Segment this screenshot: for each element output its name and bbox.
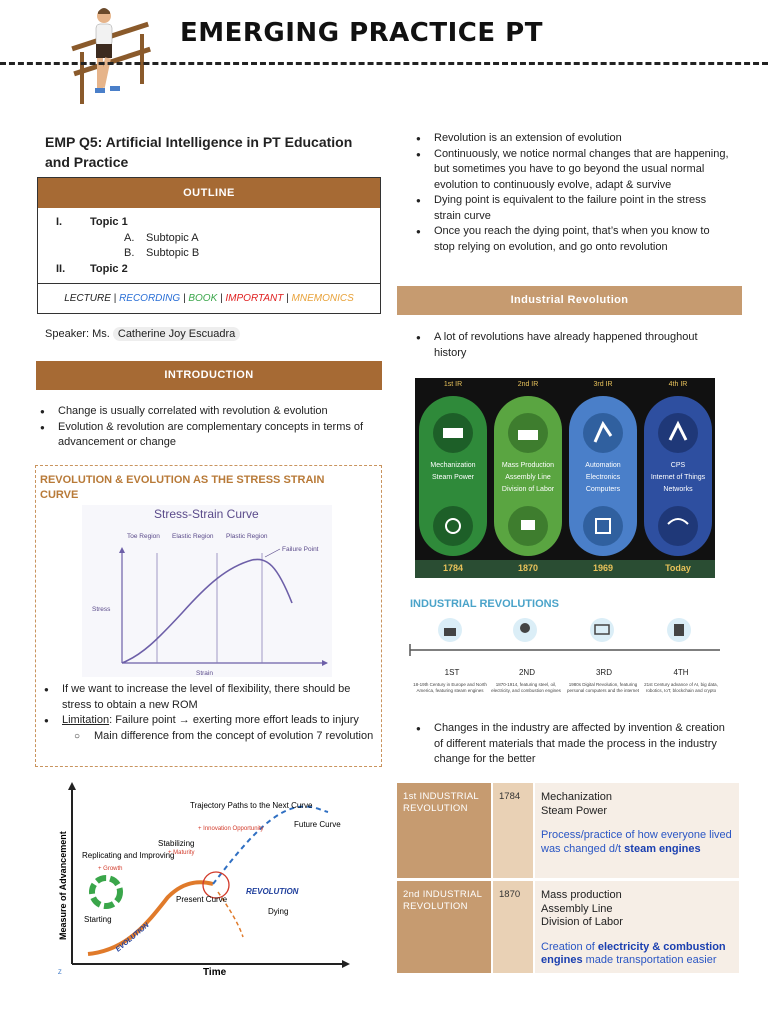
topic-heading [45, 132, 365, 173]
list-item: ● Revolution is an extension of evolution [412, 131, 732, 147]
table-line: Mass production [541, 889, 622, 901]
list-item: ● Dying point is equivalent to the failure point in the stress strain curve [412, 193, 732, 224]
revolutions-table [397, 783, 739, 973]
legend-lecture: LECTURE [64, 293, 111, 304]
diagram-label: Dying [268, 907, 289, 916]
timeline-desc: 21st Century advance of AI, big data, robotics, IoT, blockchain and crypto [644, 682, 718, 693]
ir-card-year: 1870 [517, 563, 539, 573]
stress-strain-chart [82, 505, 332, 677]
timeline-ordinal: 2ND [518, 668, 535, 677]
table-note-bold: steam engines [624, 842, 701, 855]
table-line: Assembly Line [541, 902, 613, 915]
ir-card-year: Today [665, 563, 691, 573]
revolution-bullets [412, 131, 732, 255]
outline-list [38, 208, 380, 284]
outline-item-text: Topic 1 [90, 216, 128, 228]
list-item: ● Continuously, we notice normal changes that are happening, but sometimes you have to go beyond the usual normal evolution to continuously evolve, adapt & survive [412, 147, 732, 194]
timeline-desc: 1870-1914, featuring steel, oil, electricity, and combustion engines [491, 682, 561, 693]
ir-card-head: 3rd IR [593, 381, 613, 388]
list-item: ● Change is usually correlated with revolution & evolution [36, 404, 366, 420]
outline-item-text: Topic 2 [90, 262, 128, 275]
diagram-label: + Maturity [168, 850, 195, 856]
ir-card-line: Mass Production [501, 462, 555, 469]
industry-change-bullets [412, 721, 732, 768]
list-item: ○ Main difference from the concept of evolution 7 revolution [40, 729, 375, 745]
topic-heading-line2: and Practice [45, 154, 129, 171]
ir-card-line: Assembly Line [505, 474, 551, 481]
diagram-label: Future Curve [294, 820, 341, 829]
diagram-label: Starting [84, 915, 112, 924]
diagram-label: + Growth [98, 866, 123, 872]
diagram-label: + Innovation Opportunity [198, 826, 264, 832]
ir-card-line: Internet of Things [650, 474, 706, 481]
outline-item [56, 231, 362, 247]
list-item: ● If we want to increase the level of flexibility, there should be stress to obtain a new ROM [40, 682, 375, 713]
ir-card-head: 2nd IR [517, 381, 539, 388]
list-item: ● Evolution & revolution are complementary concepts in terms of advancement or change [36, 420, 366, 451]
ir-card-head: 1st IR [443, 381, 463, 388]
table-cell-year: 1784 [491, 783, 535, 878]
outline-item [56, 246, 362, 262]
topic-heading-line1: EMP Q5: Artificial Intelligence in PT Education [45, 134, 353, 150]
timeline-ordinal: 1ST [444, 668, 460, 677]
ir-card-text [494, 460, 562, 496]
legend-important: IMPORTANT [225, 293, 284, 304]
region-label: Plastic Region [226, 533, 268, 540]
region-label: Toe Region [127, 533, 160, 540]
list-item: ● Once you reach the dying point, that’s when you know to stop relying on evolution, and go onto revolution [412, 224, 732, 255]
diagram-label: Replicating and Improving [82, 851, 175, 860]
diagram-label: EVOLUTION [114, 921, 151, 954]
region-label: Elastic Region [172, 533, 214, 540]
ir-card-year: 1784 [442, 563, 464, 573]
table-note-text: Process/practice of how everyone lived was changed d/t [541, 829, 732, 855]
outline-item-number: B. [124, 247, 135, 259]
color-legend [38, 284, 380, 313]
table-note-text: Creation of [541, 940, 598, 953]
parallel-bars-illustration [62, 4, 162, 114]
table-cell-label: 1st INDUSTRIAL REVOLUTION [397, 783, 491, 878]
table-line: Mechanization [541, 791, 612, 803]
ir-card-text [644, 460, 712, 496]
section-title: REVOLUTION & EVOLUTION AS THE STRESS STRAIN CURVE [40, 474, 325, 501]
table-cell-year: 1870 [491, 881, 535, 973]
y-axis-label: Stress [92, 606, 111, 613]
table-note [541, 829, 733, 856]
ir-card-line: Automation [585, 462, 621, 469]
timeline-title: INDUSTRIAL REVOLUTIONS [410, 598, 559, 610]
table-cell-label: 2nd INDUSTRIAL REVOLUTION [397, 881, 491, 973]
outline-item-text: Subtopic B [146, 247, 200, 259]
timeline-desc: 18-19th Century in Europe and North America, featuring steam engines [413, 682, 487, 693]
industrial-timeline [408, 598, 723, 708]
x-axis-label: Time [203, 967, 227, 977]
table-note [541, 941, 733, 968]
chart-title: Stress-Strain Curve [154, 507, 259, 521]
legend-separator: | [180, 293, 189, 304]
ir-card-line: Steam Power [431, 474, 475, 481]
table-note-text: made transportation easier [582, 954, 717, 966]
limitation-text: : Failure point → exerting more effort leads to injury [109, 714, 359, 726]
trajectory-diagram [58, 782, 350, 977]
failure-label: Failure Point [282, 546, 319, 553]
outline-item [56, 262, 362, 278]
ir-card-line: Mechanization [430, 462, 476, 469]
ir-card-text [419, 460, 487, 484]
diagram-label: Present Curve [176, 895, 228, 904]
ir-card-year: 1969 [592, 563, 614, 573]
page-title: EMERGING PRACTICE PT [180, 18, 543, 48]
diagram-label: Stabilizing [158, 839, 195, 848]
stress-bullets [40, 682, 375, 744]
credit-text: Z [58, 970, 62, 976]
industrial-revolution-infographic [415, 378, 715, 578]
ir-card-line: CPS [670, 462, 686, 469]
table-line: Steam Power [541, 804, 608, 817]
diagram-label: Trajectory Paths to the Next Curve [190, 801, 313, 810]
industrial-bullets [412, 330, 732, 361]
table-line: Division of Labor [541, 916, 623, 928]
outline-item [56, 215, 362, 231]
header-divider [0, 62, 768, 65]
legend-mnemonics: MNEMONICS [291, 293, 354, 304]
outline-box [37, 177, 381, 314]
timeline-graphic [408, 610, 723, 660]
diagram-label: REVOLUTION [246, 887, 299, 896]
outline-item-text: Subtopic A [146, 231, 199, 244]
list-item: ● Changes in the industry are affected by invention & creation of different materials that made the process in the industry change for the better [412, 721, 732, 768]
table-row [397, 881, 739, 973]
list-item: ● A lot of revolutions have already happened throughout history [412, 330, 732, 361]
list-item [40, 713, 375, 729]
table-row [397, 783, 739, 878]
legend-book: BOOK [188, 293, 218, 304]
ir-card-line: Computers [585, 486, 621, 493]
legend-separator: | [283, 293, 292, 304]
ir-card-line: Electronics [585, 474, 621, 481]
ir-card-text [569, 460, 637, 496]
ir-card-line: Networks [663, 486, 693, 493]
table-cell-content [535, 783, 739, 878]
x-axis-label: Strain [196, 670, 213, 677]
introduction-bullets [36, 404, 366, 451]
introduction-header: INTRODUCTION [36, 361, 382, 390]
industrial-revolution-header: Industrial Revolution [397, 286, 742, 315]
ir-card-line: Division of Labor [501, 486, 555, 493]
ir-card-head: 4th IR [668, 381, 688, 388]
timeline-ordinal: 4TH [673, 668, 689, 677]
outline-item-number: I. [56, 216, 63, 228]
table-note-bold: electricity & combustion engines [541, 940, 726, 966]
y-axis-label: Measure of Advancement [58, 831, 68, 940]
outline-title: OUTLINE [38, 178, 380, 208]
legend-recording: RECORDING [119, 293, 181, 304]
limitation-label: Limitation [62, 714, 110, 726]
laptop-icon [590, 618, 614, 642]
speaker-name-chip[interactable]: Catherine Joy Escuadra [113, 327, 240, 341]
speaker-line [45, 328, 240, 340]
speaker-label: Speaker: Ms. [45, 328, 110, 340]
legend-separator: | [110, 293, 120, 304]
legend-separator: | [217, 293, 226, 304]
outline-item-number: A. [124, 231, 135, 244]
outline-item-number: II. [56, 262, 66, 275]
table-cell-content [535, 881, 739, 973]
timeline-desc: 1980s Digital Revolution, featuring personal computers and the internet [566, 682, 640, 693]
timeline-ordinal: 3RD [595, 668, 612, 677]
